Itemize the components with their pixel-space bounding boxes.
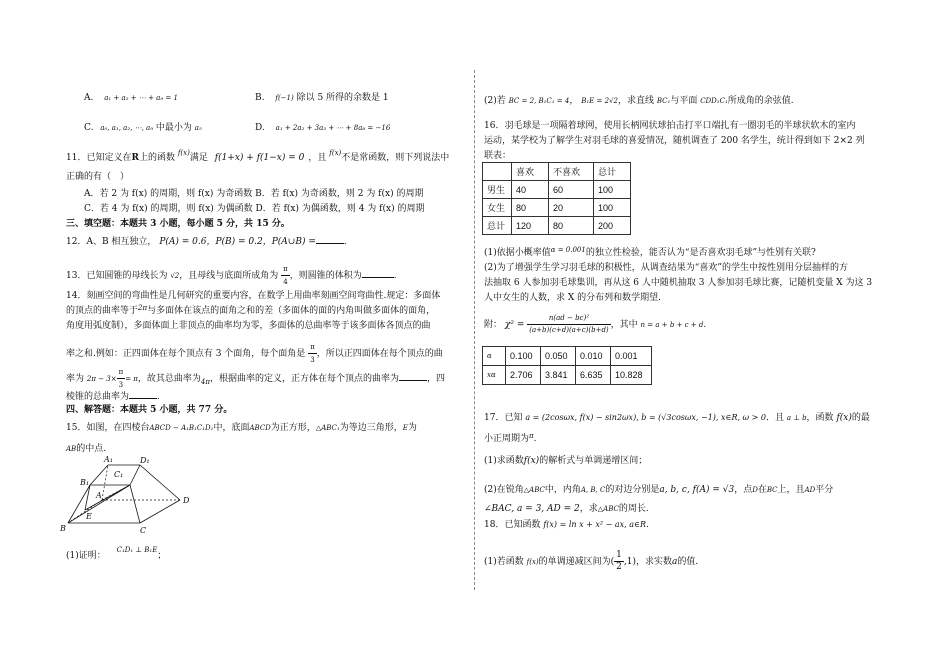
question-15-line2: AB的中点. — [66, 444, 107, 454]
column-divider — [474, 70, 475, 590]
question-14-line6: 棱锥的总曲率为 . — [66, 389, 160, 403]
table-row: α 0.100 0.050 0.010 0.001 — [483, 347, 652, 366]
question-12: 12．A、B 相互独立， P(A) = 0.6，P(B) = 0.2，P(A∪B) = . — [66, 234, 347, 248]
chi-square-fraction: $\frac{\text{n(ad − bc)²}}{(a+b)(c+d)(a+c)(b+d)}$ — [529, 314, 609, 334]
contingency-table — [482, 162, 631, 235]
question-13: 13．已知圆锥的母线长为 √2，且母线与底面所成角为 $\frac{\pi}{4}$ ，则圆锥的体积为 . — [66, 265, 397, 286]
question-16-part2-line2: 法抽取 6 人参加羽毛球集训，再从这 6 人中随机抽取 3 人参加羽毛球比赛，记随机变量 X 为这 3 — [484, 278, 873, 288]
section-4-heading: 四、解答题：本题共 5 小题，共 77 分。 — [66, 405, 233, 415]
table-row: 男生 40 60 100 — [483, 181, 631, 199]
option-c: C. a₀, a₁, a₂, ⋯, a₉ 中最小为 a₅ — [84, 123, 202, 133]
section-3-heading: 三、填空题：本题共 3 小题，每小题 5 分，共 15 分。 — [66, 219, 290, 229]
question-16-part1: (1)依据小概率值$^{\alpha = 0.001}$的独立性检验，能否认为“是否喜欢羽毛球”与性别有关联? — [484, 246, 816, 258]
label-e: E — [86, 512, 92, 521]
fraction-pi-over-3: $\frac{\pi}{3}$ — [118, 368, 124, 389]
option-a: A. a₁ + a₂ + ⋯ + a₉ = 1 — [84, 93, 178, 103]
question-16-line2: 运动，某学校为了解学生对羽毛球的喜爱情况，随机调查了 200 名学生，统计得到如下 2×2 列 — [484, 136, 865, 146]
question-17-line2: 小正周期为$^\pi$. — [484, 432, 537, 444]
label-a1: A₁ — [104, 455, 113, 464]
question-15: 15．如图，在四棱台ABCD − A₁B₁C₁D₁中，底面ABCD为正方形，△ABC₁为等边三角形，E为 — [66, 423, 417, 433]
fraction-one-half: $\frac{1}{2}$ — [616, 550, 622, 572]
label-c: C — [140, 526, 147, 535]
table-row: 女生 80 20 100 — [483, 199, 631, 217]
option-d: D. a₁ + 2a₂ + 3a₃ + ⋯ + 8a₈ = −16 — [255, 123, 391, 133]
fraction-pi-over-4: $\frac{\pi}{4}$ — [283, 265, 288, 286]
label-b: B — [60, 524, 66, 533]
question-16-line1: 16．羽毛球是一项隔着球网，使用长柄网状球拍击打平口端扎有一圈羽毛的半球状软木的室内 — [484, 121, 856, 131]
question-17-part2: (2)在锐角△ABC中，内角A, B, C的对边分别是a, b, c, f(A) = √3，点D在BC上，且AD平分 — [484, 485, 834, 495]
table-header-row: 喜欢 不喜欢 总计 — [483, 163, 631, 181]
fraction-pi-over-3: $\frac{\pi}{3}$ — [310, 343, 315, 364]
label-a: A — [96, 491, 102, 500]
table-row: xα 2.706 3.841 6.635 10.828 — [483, 366, 652, 385]
question-18-part1: (1)若函数 f(x)的单调递减区间为( $\frac{1}{2}$ ,1)，求实数a的值. — [484, 550, 699, 572]
edge-d1-c1 — [130, 465, 140, 485]
question-16-line3: 联表： — [484, 151, 512, 161]
table-row: 总计 120 80 200 — [483, 217, 631, 235]
question-16-part2-line3: 人中女生的人数，求 X 的分布列和数学期望. — [484, 293, 661, 303]
question-14-line3: 角度用弧度制），多面体面上非顶点的曲率均为零，多面体的总曲率等于该多面体各顶点的曲 — [66, 321, 431, 331]
question-18: 18．已知函数 f(x) = ln x + x² − ax, a∈R. — [484, 520, 649, 530]
question-11: 11．已知定义在R上的函数 $^{f(x)}$满足 f(1+x) + f(1−x) = 0 ，且 $^{f(x)}$不是常函数，则下列说法中 — [66, 149, 450, 163]
formula-appendix: 附： χ² = $\frac{\text{n(ad − bc)²}}{(a+b)(c+d)(a+c)(b+d)}$ ，其中 n = a + b + c + d. — [484, 314, 707, 334]
question-17-part2-line2: ∠BAC, a = 3, AD = 2，求△ABC的周长. — [484, 504, 649, 514]
question-11-options-cd: C．若 4 为 f(x) 的周期，则 f(x) 为偶函数 D．若 f(x) 为偶函数，则 4 为 f(x) 的周期 — [84, 204, 425, 214]
answer-blank — [362, 268, 394, 278]
frustum-figure — [60, 455, 200, 535]
question-15-part1: (1)证明： $^{C_1D_1 \perp B_1E}$； — [66, 546, 167, 561]
question-14-line4: 率之和.例如：正四面体在每个顶点有 3 个面角，每个面角是 $\frac{\pi}{3}$ ，所以正四面体在每个顶点的曲 — [66, 343, 443, 364]
critical-value-table — [482, 346, 652, 385]
question-17: 17．已知 a = (2cosωx, f(x) − sin2ωx), b = (√3cosωx, −1), x∈R, ω > 0．且 a ⊥ b，函数 f(x)的最 — [484, 413, 870, 423]
question-17-part1: (1)求函数f(x)的解析式与单调递增区间； — [484, 456, 648, 466]
question-14-line1: 14．刻画空间的弯曲性是几何研究的重要内容，在数学上用曲率刻画空间弯曲性.规定：多面体 — [66, 291, 441, 301]
label-c1: C₁ — [114, 470, 124, 479]
question-11-options-ab: A．若 2 为 f(x) 的周期，则 f(x) 为奇函数 B．若 f(x) 为奇函数，则 2 为 f(x) 的周期 — [84, 189, 424, 199]
answer-blank — [399, 371, 427, 381]
label-b1: B₁ — [80, 478, 90, 487]
answer-blank — [129, 389, 157, 399]
edge-c-d — [140, 500, 180, 523]
question-14-line5: 率为 2π − 3× $\frac{\pi}{3}$ = π，故其总曲率为$_{4\pi}$，根据曲率的定义，正方体在每个顶点的曲率为 ，四 — [66, 368, 446, 389]
answer-blank — [316, 234, 344, 244]
edge-c1-c — [130, 485, 140, 523]
question-16-part2-line1: (2)为了增强学生学习羽毛球的积极性，从调查结果为“喜欢”的学生中按性别用分层抽样的方 — [484, 263, 848, 273]
label-d1: D₁ — [140, 456, 150, 465]
question-15-part2: (2)若 BC = 2, B₁C₁ = 4， B₁E = 2√2，求直线 BC₁与平面 CDD₁C₁所成角的余弦值. — [484, 96, 794, 106]
label-d: D — [183, 496, 190, 505]
question-14-line2: 的顶点的曲率等于$^{2\pi}$与多面体在该点的面角之和的差（多面体的面的内角叫做多面体的面角， — [66, 304, 436, 316]
option-b: B. f(−1) 除以 5 所得的余数是 1 — [255, 93, 389, 103]
edge-d1-d — [140, 465, 180, 500]
question-11-line2: 正确的有（ ） — [66, 172, 130, 182]
edge-a1-b1 — [90, 465, 108, 485]
